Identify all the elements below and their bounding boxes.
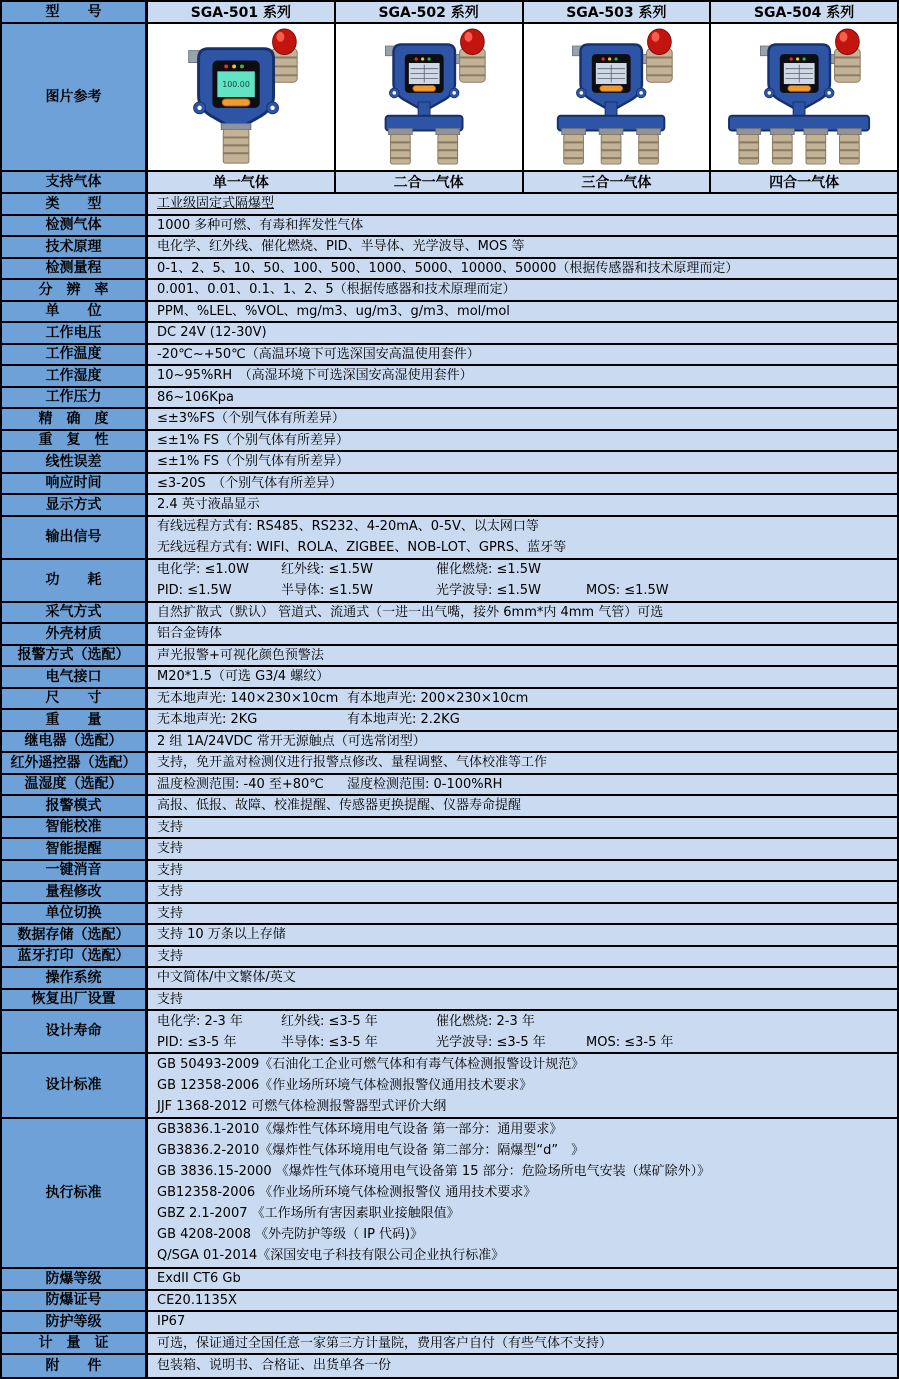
spec-value-line (157, 494, 897, 515)
spec-row-value (148, 280, 897, 300)
image-cell-sga-504 (711, 24, 897, 170)
spec-row-21 (2, 689, 897, 711)
value-segment: 半导体: ≤3-5 年 (281, 1034, 378, 1050)
spec-row-label: 防护等级 (2, 1312, 148, 1332)
spec-row-26 (2, 796, 897, 818)
spec-row-label: 线性误差 (2, 452, 148, 472)
spec-value-line (157, 1333, 897, 1354)
value-segment: 无线远程方式有: WIFI、ROLA、ZIGBEE、NOB-LOT、GPRS、蓝牙等 (157, 540, 567, 555)
spec-value-line (157, 688, 897, 709)
spec-value-line (157, 236, 897, 257)
spec-row-value (148, 925, 897, 945)
spec-value-line (157, 365, 897, 386)
model-header-label: 型 号 (2, 2, 148, 22)
value-segment: 支持 (157, 819, 184, 835)
spec-row-value (148, 366, 897, 386)
spec-row-value (148, 345, 897, 365)
spec-row-16 (2, 560, 897, 603)
value-segment: 电化学: ≤1.0W (157, 562, 249, 577)
spec-row-value (148, 689, 897, 709)
spec-row-6 (2, 323, 897, 345)
spec-row-label: 温湿度（选配） (2, 775, 148, 795)
spec-row-label: 智能校准 (2, 818, 148, 838)
model-header-3: SGA-503 系列 (524, 2, 712, 22)
spec-row-value (148, 452, 897, 472)
image-cell-sga-502 (336, 24, 524, 170)
spec-row-label: 工作电压 (2, 323, 148, 343)
device-image-sga-501 (149, 25, 333, 169)
spec-row-5 (2, 302, 897, 324)
value-segment: 支持 (157, 991, 184, 1007)
spec-row-label: 重 量 (2, 710, 148, 730)
value-segment: 高报、低报、故障、校准提醒、传感器更换提醒、仪器寿命提醒 (157, 798, 522, 814)
value-segment: 支持 10 万条以上存储 (157, 927, 286, 943)
spec-value-line (157, 774, 897, 795)
value-segment: 光学波导: ≤1.5W (436, 583, 541, 598)
value-segment: GB12358-2006 《作业场所环境气体检测报警仪 通用技术要求》 (157, 1185, 537, 1201)
value-segment: 电化学、红外线、催化燃烧、PID、半导体、光学波导、MOS 等 (157, 239, 525, 255)
spec-row-35 (2, 990, 897, 1012)
spec-value-line (157, 215, 897, 236)
spec-row-label: 报警方式（选配） (2, 646, 148, 666)
spec-row-value (148, 1119, 897, 1268)
spec-row-value (148, 904, 897, 924)
value-segment: 自然扩散式（默认） 管道式、流通式（一进一出气嘴，接外 6mm*内 4mm 气管）可选 (157, 604, 664, 620)
spec-row-1 (2, 216, 897, 238)
supported-gas-row (2, 172, 897, 194)
spec-value-line (157, 817, 897, 838)
image-cell-sga-501 (148, 24, 336, 170)
spec-row-25 (2, 775, 897, 797)
value-segment: 0-1、2、5、10、50、100、500、1000、5000、10000、50000（根据传感器和技术原理而定） (157, 260, 739, 276)
spec-row-27 (2, 818, 897, 840)
spec-row-label: 外壳材质 (2, 624, 148, 644)
spec-value-line (157, 1355, 897, 1376)
value-segment: PID: ≤1.5W (157, 583, 232, 598)
spec-row-14 (2, 495, 897, 517)
spec-row-2 (2, 237, 897, 259)
value-segment: 温度检测范围: -40 至+80℃ (157, 776, 324, 792)
spec-row-value (148, 1312, 897, 1332)
spec-value-line (157, 516, 897, 537)
value-segment: 半导体: ≤1.5W (281, 583, 373, 598)
svg-text:100.00: 100.00 (222, 80, 250, 90)
spec-row-22 (2, 710, 897, 732)
value-segment: 包装箱、说明书、合格证、出货单各一份 (157, 1358, 392, 1374)
value-segment: 支持 (157, 884, 184, 900)
alarm-beacon-icon (272, 29, 296, 55)
spec-row-value (148, 323, 897, 343)
value-segment: 0.001、0.01、0.1、1、2、5（根据传感器和技术原理而定） (157, 282, 516, 298)
value-segment: GB 50493-2009《石油化工企业可燃气体和有毒气体检测报警设计规范》 (157, 1056, 585, 1072)
spec-row-label: 电气接口 (2, 667, 148, 687)
device-buttons (600, 86, 623, 92)
value-segment: IP67 (157, 1314, 186, 1330)
alarm-beacon-icon (836, 29, 860, 55)
spec-row-24 (2, 753, 897, 775)
spec-row-label: 一键消音 (2, 861, 148, 881)
value-segment: 2 组 1A/24VDC 常开无源触点（可选常闭型） (157, 733, 426, 749)
model-header-1: SGA-501 系列 (148, 2, 336, 22)
value-segment: PPM、%LEL、%VOL、mg/m3、ug/m3、g/m3、mol/mol (157, 303, 510, 319)
value-segment: GB3836.1-2010《爆炸性气体环境用电气设备 第一部分：通用要求》 (157, 1122, 563, 1138)
value-segment: 湿度检测范围: 0-100%RH (347, 776, 503, 792)
spec-row-34 (2, 968, 897, 990)
spec-value-line (157, 451, 897, 472)
device-image-sga-504 (712, 25, 896, 169)
device-image-sga-502 (337, 25, 521, 169)
spec-row-10 (2, 409, 897, 431)
value-segment: DC 24V (12-30V) (157, 325, 267, 341)
value-segment: PID: ≤3-5 年 (157, 1034, 237, 1050)
spec-row-42 (2, 1334, 897, 1356)
spec-row-value (148, 388, 897, 408)
value-segment: ≤±1% FS（个别气体有所差异） (157, 432, 350, 448)
value-segment: JJF 1368-2012 可燃气体检测报警器型式评价大纲 (157, 1098, 447, 1114)
spec-row-label: 执行标准 (2, 1119, 148, 1268)
value-segment: 有线远程方式有: RS485、RS232、4-20mA、0-5V、以太网口等 (157, 519, 539, 534)
value-segment: MOS: ≤1.5W (586, 583, 669, 598)
value-segment: 支持 (157, 841, 184, 857)
spec-value-line (157, 1182, 897, 1203)
spec-row-17 (2, 603, 897, 625)
spec-row-label: 检测气体 (2, 216, 148, 236)
spec-row-value (148, 861, 897, 881)
spec-row-label: 功 耗 (2, 560, 148, 601)
value-segment: ≤±1% FS（个别气体有所差异） (157, 454, 350, 470)
spec-value-line (157, 860, 897, 881)
spec-row-40 (2, 1291, 897, 1313)
spec-row-label: 防爆证号 (2, 1291, 148, 1311)
spec-row-value (148, 968, 897, 988)
model-header-row (2, 2, 897, 24)
value-segment: CE20.1135X (157, 1292, 237, 1308)
spec-row-label: 报警模式 (2, 796, 148, 816)
value-segment: ≤3-20S （个别气体有所差异） (157, 475, 343, 491)
spec-row-value (148, 882, 897, 902)
spec-row-28 (2, 839, 897, 861)
spec-value-line (157, 731, 897, 752)
value-segment: 光学波导: ≤3-5 年 (436, 1034, 546, 1050)
spec-row-label: 类 型 (2, 194, 148, 214)
spec-value-line (157, 1119, 897, 1140)
spec-row-label: 检测量程 (2, 259, 148, 279)
spec-row-4 (2, 280, 897, 302)
spec-value-line (157, 344, 897, 365)
spec-row-label: 蓝牙打印（选配） (2, 947, 148, 967)
supported-gas-value-2: 二合一气体 (336, 172, 524, 192)
value-segment: GB 12358-2006《作业场所环境气体检测报警仪通用技术要求》 (157, 1077, 533, 1093)
spec-row-label: 红外遥控器（选配） (2, 753, 148, 773)
spec-row-7 (2, 345, 897, 367)
spec-row-36 (2, 1011, 897, 1054)
spec-row-label: 操作系统 (2, 968, 148, 988)
value-segment: ExdII CT6 Gb (157, 1271, 241, 1287)
spec-value-line (157, 1140, 897, 1161)
supported-gas-label: 支持气体 (2, 172, 148, 192)
spec-row-value (148, 237, 897, 257)
spec-row-label: 精 确 度 (2, 409, 148, 429)
spec-row-8 (2, 366, 897, 388)
spec-value-line (157, 1032, 897, 1053)
device-buttons (788, 86, 811, 92)
supported-gas-value-1: 单一气体 (148, 172, 336, 192)
spec-value-line (157, 709, 897, 730)
spec-row-38 (2, 1119, 897, 1270)
spec-row-value (148, 796, 897, 816)
spec-row-value (148, 194, 897, 214)
spec-value-line (157, 1290, 897, 1311)
device-image-sga-503 (524, 25, 708, 169)
spec-value-line (157, 645, 897, 666)
value-segment: M20*1.5（可选 G3/4 螺纹） (157, 669, 330, 685)
spec-value-line (157, 1245, 897, 1266)
spec-row-18 (2, 624, 897, 646)
spec-row-label: 响应时间 (2, 474, 148, 494)
spec-row-label: 重 复 性 (2, 431, 148, 451)
spec-row-value (148, 517, 897, 558)
spec-row-value (148, 732, 897, 752)
spec-row-value (148, 818, 897, 838)
value-segment: 红外线: ≤1.5W (281, 562, 373, 577)
spec-value-line (157, 1011, 897, 1032)
spec-row-label: 数据存储（选配） (2, 925, 148, 945)
value-segment: 10~95%RH （高湿环境下可选深国安高湿使用套件） (157, 368, 473, 384)
spec-row-0 (2, 194, 897, 216)
spec-row-label: 智能提醒 (2, 839, 148, 859)
spec-value-line (157, 666, 897, 687)
value-segment: 有本地声光: 2.2KG (347, 712, 460, 728)
spec-row-value (148, 1011, 897, 1052)
spec-row-value (148, 1291, 897, 1311)
value-segment: 支持 (157, 948, 184, 964)
spec-row-39 (2, 1269, 897, 1291)
device-buttons (413, 86, 436, 92)
spec-value-line (157, 473, 897, 494)
value-segment: 支持 (157, 905, 184, 921)
spec-row-label: 设计寿命 (2, 1011, 148, 1052)
spec-row-value (148, 753, 897, 773)
spec-row-15 (2, 517, 897, 560)
spec-value-line (157, 795, 897, 816)
spec-value-line (157, 1054, 897, 1075)
spec-row-label: 分 辨 率 (2, 280, 148, 300)
spec-value-line (157, 1311, 897, 1332)
spec-row-label: 附 件 (2, 1355, 148, 1377)
spec-value-line (157, 430, 897, 451)
image-cell-sga-503 (524, 24, 712, 170)
spec-value-line (157, 301, 897, 322)
spec-value-line (157, 881, 897, 902)
supported-gas-value-3: 三合一气体 (524, 172, 712, 192)
spec-row-12 (2, 452, 897, 474)
supported-gas-value-4: 四合一气体 (711, 172, 897, 192)
spec-row-value (148, 667, 897, 687)
spec-value-line (157, 1161, 897, 1182)
spec-value-line (157, 537, 897, 558)
value-segment: 无本地声光: 140×230×10cm (157, 690, 339, 706)
spec-value-line (157, 838, 897, 859)
spec-row-value (148, 839, 897, 859)
value-segment: 无本地声光: 2KG (157, 712, 258, 728)
spec-row-value (148, 624, 897, 644)
spec-value-line (157, 967, 897, 988)
spec-row-11 (2, 431, 897, 453)
spec-row-41 (2, 1312, 897, 1334)
image-row-label: 图片参考 (2, 24, 148, 170)
value-segment: ≤±3%FS（个别气体有所差异） (157, 411, 345, 427)
spec-row-9 (2, 388, 897, 410)
value-segment: 支持，免开盖对检测仪进行报警点修改、量程调整、气体校准等工作 (157, 755, 548, 771)
value-segment: 红外线: ≤3-5 年 (281, 1013, 378, 1029)
value-segment: GB 4208-2008 《外壳防护等级（ IP 代码)》 (157, 1227, 424, 1243)
value-segment: 支持 (157, 862, 184, 878)
model-header-2: SGA-502 系列 (336, 2, 524, 22)
spec-row-label: 恢复出厂设置 (2, 990, 148, 1010)
spec-row-13 (2, 474, 897, 496)
spec-row-value (148, 990, 897, 1010)
value-segment: 铝合金铸体 (157, 626, 223, 642)
spec-row-label: 工作湿度 (2, 366, 148, 386)
spec-value-line (157, 989, 897, 1010)
value-segment: 有本地声光: 200×230×10cm (347, 690, 529, 706)
value-segment: GB3836.2-2010《爆炸性气体环境用电气设备 第二部分：隔爆型“d” 》 (157, 1143, 585, 1159)
value-segment: 86~106Kpa (157, 389, 234, 405)
spec-row-23 (2, 732, 897, 754)
spec-value-line (157, 903, 897, 924)
value-segment: 声光报警+可视化颜色预警法 (157, 647, 324, 663)
spec-row-value (148, 259, 897, 279)
spec-row-value (148, 947, 897, 967)
spec-row-20 (2, 667, 897, 689)
spec-row-label: 工作温度 (2, 345, 148, 365)
spec-row-label: 单 位 (2, 302, 148, 322)
spec-value-line (157, 193, 897, 214)
spec-value-line (157, 924, 897, 945)
spec-row-30 (2, 882, 897, 904)
spec-row-value (148, 1054, 897, 1117)
value-segment: GB 3836.15-2000 《爆炸性气体环境用电气设备第 15 部分：危险场所电气安装（煤矿除外）》 (157, 1164, 711, 1180)
spec-row-value (148, 646, 897, 666)
spec-value-line (157, 1224, 897, 1245)
spec-value-line (157, 1203, 897, 1224)
spec-row-19 (2, 646, 897, 668)
value-segment: 催化燃烧: ≤1.5W (436, 562, 541, 577)
spec-value-line (157, 580, 897, 601)
spec-value-line (157, 602, 897, 623)
spec-row-label: 工作压力 (2, 388, 148, 408)
spec-row-label: 计 量 证 (2, 1334, 148, 1354)
device-buttons (222, 99, 250, 106)
spec-row-label: 设计标准 (2, 1054, 148, 1117)
spec-value-line (157, 322, 897, 343)
value-segment: 2.4 英寸液晶显示 (157, 497, 260, 513)
spec-row-37 (2, 1054, 897, 1119)
spec-row-43 (2, 1355, 897, 1377)
image-reference-row (2, 24, 897, 172)
spec-row-label: 继电器（选配） (2, 732, 148, 752)
value-segment: MOS: ≤3-5 年 (586, 1034, 674, 1050)
spec-value-line (157, 258, 897, 279)
model-header-4: SGA-504 系列 (711, 2, 897, 22)
spec-row-label: 采气方式 (2, 603, 148, 623)
spec-row-value (148, 216, 897, 236)
spec-row-value (148, 1355, 897, 1377)
spec-row-value (148, 1269, 897, 1289)
value-segment: 中文简体/中文繁体/英文 (157, 970, 296, 986)
value-segment: GBZ 2.1-2007 《工作场所有害因素职业接触限值》 (157, 1206, 460, 1222)
spec-row-31 (2, 904, 897, 926)
spec-row-value (148, 603, 897, 623)
spec-row-label: 量程修改 (2, 882, 148, 902)
spec-row-value (148, 409, 897, 429)
value-segment: -20℃~+50℃（高温环境下可选深国安高温使用套件） (157, 346, 480, 362)
spec-row-label: 技术原理 (2, 237, 148, 257)
spec-row-label: 单位切换 (2, 904, 148, 924)
value-segment: 电化学: 2-3 年 (157, 1013, 243, 1029)
spec-row-label: 输出信号 (2, 517, 148, 558)
spec-row-3 (2, 259, 897, 281)
spec-row-33 (2, 947, 897, 969)
spec-value-line (157, 752, 897, 773)
spec-row-32 (2, 925, 897, 947)
spec-row-value (148, 495, 897, 515)
spec-row-value (148, 302, 897, 322)
spec-row-label: 显示方式 (2, 495, 148, 515)
value-segment: 可选，保证通过全国任意一家第三方计量院，费用客户自付（有些气体不支持） (157, 1335, 613, 1351)
spec-value-line (157, 387, 897, 408)
value-segment: 工业级固定式隔爆型 (157, 196, 275, 212)
alarm-beacon-icon (460, 29, 484, 55)
value-segment: 1000 多种可燃、有毒和挥发性气体 (157, 217, 364, 233)
spec-value-line (157, 1268, 897, 1289)
spec-row-value (148, 560, 897, 601)
spec-value-line (157, 1075, 897, 1096)
spec-value-line (157, 559, 897, 580)
value-segment: Q/SGA 01-2014《深国安电子科技有限公司企业执行标准》 (157, 1248, 505, 1264)
spec-row-label: 尺 寸 (2, 689, 148, 709)
spec-row-29 (2, 861, 897, 883)
spec-value-line (157, 1096, 897, 1117)
spec-value-line (157, 623, 897, 644)
spec-value-line (157, 946, 897, 967)
spec-row-value (148, 710, 897, 730)
spec-row-label: 防爆等级 (2, 1269, 148, 1289)
spec-value-line (157, 408, 897, 429)
alarm-beacon-icon (648, 29, 672, 55)
value-segment: 催化燃烧: 2-3 年 (436, 1013, 535, 1029)
spec-value-line (157, 279, 897, 300)
spec-row-value (148, 1334, 897, 1354)
spec-row-value (148, 431, 897, 451)
spec-row-value (148, 474, 897, 494)
spec-row-value (148, 775, 897, 795)
